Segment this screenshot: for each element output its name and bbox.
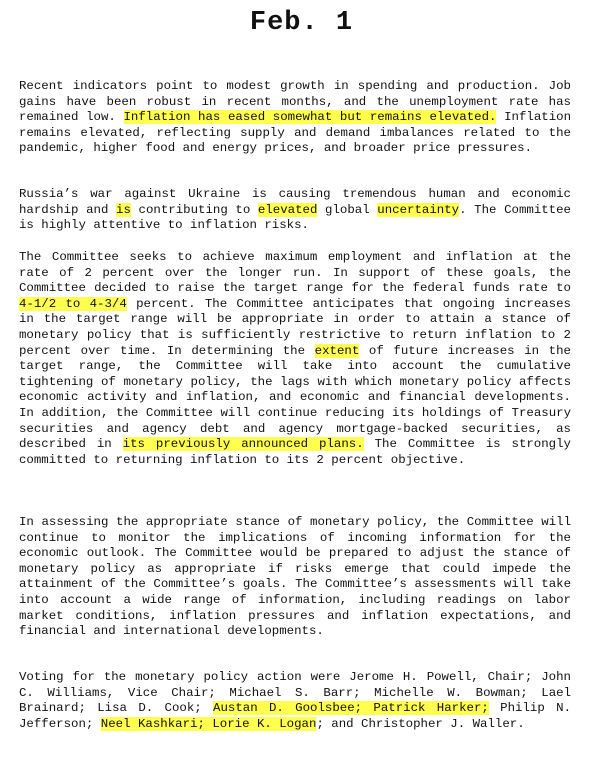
paragraph-text: Recent indicators point to modest growth in spending and production. Job gains have been robust in recent months, and the unemployment rate has remained low.	[19, 79, 571, 125]
paragraph-text: In assessing the appropriate stance of monetary policy, the Committee will continue to monitor the implications of incoming information for the economic outlook. The Committee would be prepared to adjust the stance of monetary policy as appropriate if risks emerge that could impede the attainment of the Committee’s goals. The Committee’s assessments will take into account a wide range of information, including readings on labor market conditions, inflation pressures and inflation expectations, and financial and international developments.	[19, 515, 571, 639]
paragraph-text: Philip N. Jefferson;	[19, 701, 571, 731]
paragraph-policy-decision	[19, 250, 571, 468]
paragraph-text: of future increases in the target range, the Committee will take into account the cumulative tightening of monetary policy, the lags with which monetary policy affects economic activity and inflation, and economic and financial developments. In addition, the Committee will continue reducing its holdings of Treasury securities and agency debt and agency mortgage-backed securities, as described in	[19, 343, 571, 452]
highlighted-text: Neel Kashkari; Lorie K. Logan	[100, 716, 317, 731]
paragraph-text: Russia’s war against Ukraine is causing tremendous human and economic hardship and	[19, 187, 571, 217]
paragraph-economic-conditions	[19, 79, 571, 157]
highlighted-text: its previously announced plans.	[122, 437, 364, 452]
document-title: Feb. 1	[249, 8, 354, 38]
paragraph-policy-stance	[19, 515, 571, 640]
highlighted-text: 4-1/2 to 4-3/4	[19, 296, 127, 311]
paragraph-text: percent. The Committee anticipates that ongoing increases in the target range will be appropriate in order to attain a stance of monetary policy that is sufficiently restrictive to return inflation to 2 percent over time. In determining the	[19, 296, 571, 358]
paragraph-text: contributing to	[130, 202, 258, 217]
paragraph-ukraine-war	[19, 187, 571, 234]
paragraph-text: global	[317, 202, 378, 217]
paragraph-text: The Committee is strongly committed to returning inflation to its 2 percent objective.	[19, 437, 571, 467]
paragraph-text: Voting for the monetary policy action were Jerome H. Powell, Chair; John C. Williams, Vice Chair; Michael S. Barr; Michelle W. Bowman; Lael Brainard; Lisa D. Cook;	[19, 670, 571, 716]
highlighted-text: uncertainty	[377, 202, 460, 217]
highlighted-text: Inflation has eased somewhat but remains elevated.	[123, 110, 497, 125]
highlighted-text: extent	[314, 343, 360, 358]
highlighted-text: Austan D. Goolsbee; Patrick Harker;	[213, 701, 489, 716]
highlighted-text: is	[116, 202, 131, 217]
paragraph-text: . The Committee is highly attentive to inflation risks.	[19, 202, 571, 233]
paragraph-voting-members	[19, 670, 571, 732]
paragraph-text: ; and Christopher J. Waller.	[316, 716, 525, 731]
paragraph-text: Inflation remains elevated, reflecting supply and demand imbalances related to the pandemic, higher food and energy prices, and broader price pressures.	[19, 110, 572, 156]
paragraph-text: The Committee seeks to achieve maximum employment and inflation at the rate of 2 percent over the longer run. In support of these goals, the Committee decided to raise the target range for the federal funds rate to	[19, 250, 571, 296]
highlighted-text: elevated	[257, 202, 318, 217]
